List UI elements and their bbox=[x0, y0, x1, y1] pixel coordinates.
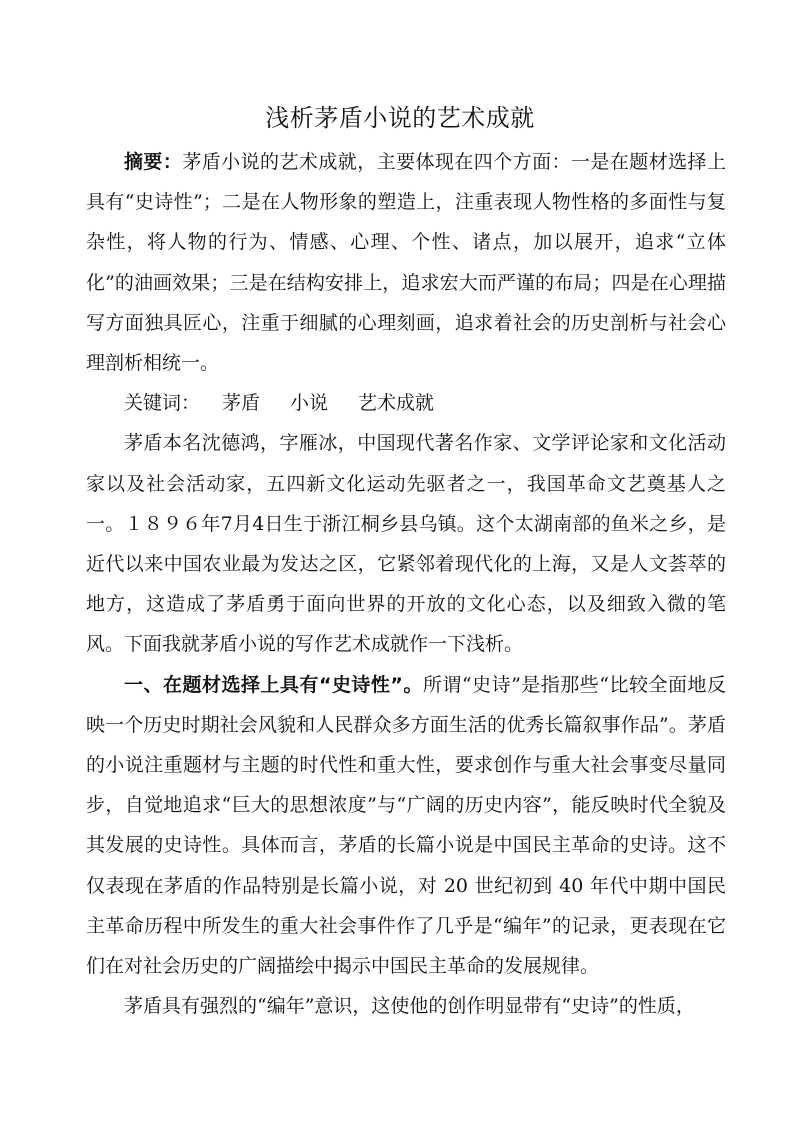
keywords-paragraph bbox=[86, 383, 726, 423]
keyword-item: 茅盾 bbox=[222, 392, 261, 415]
abstract-paragraph bbox=[86, 142, 726, 383]
keywords-label: 关键词： bbox=[124, 392, 201, 415]
document-body bbox=[86, 142, 726, 1026]
closing-paragraph: 茅盾具有强烈的“编年”意识，这使他的创作明显带有“史诗”的性质， bbox=[124, 995, 695, 1018]
section-1-heading: 一、在题材选择上具有“史诗性”。 bbox=[124, 673, 423, 696]
section-1-paragraph bbox=[86, 665, 726, 987]
abstract-text: 茅盾小说的艺术成就，主要体现在四个方面：一是在题材选择上具有“史诗性”；二是在人物形象的塑造上，注重表现人物性格的多面性与复杂性，将人物的行为、情感、心理、个性、诸点，加以展开，追求“立体化”的油画效果；三是在结构安排上，追求宏大而严谨的布局；四是在心理描写方面独具匠心，注重于细腻的心理刻画，追求着社会的历史剖析与社会心理剖析相统一。 bbox=[86, 151, 726, 375]
intro-paragraph: 茅盾本名沈德鸿，字雁冰，中国现代著名作家、文学评论家和文化活动家以及社会活动家，五四新文化运动先驱者之一，我国革命文艺奠基人之一。１８９６年7月4日生于浙江桐乡县乌镇。这个太湖南部的鱼米之乡，是近代以来中国农业最为发达之区，它紧邻着现代化的上海，又是人文荟萃的地方，这造成了茅盾勇于面向世界的开放的文化心态，以及细致入微的笔风。下面我就茅盾小说的写作艺术成就作一下浅析。 bbox=[86, 432, 726, 656]
keyword-item: 小说 bbox=[290, 392, 329, 415]
page-title: 浅析茅盾小说的艺术成就 bbox=[265, 104, 535, 132]
section-1-text: 所谓“史诗”是指那些“比较全面地反映一个历史时期社会风貌和人民群众多方面生活的优秀长篇叙事作品”。茅盾的小说注重题材与主题的时代性和重大性，要求创作与重大社会事变尽量同步，自觉地追求“巨大的思想浓度”与“广阔的历史内容”，能反映时代全貌及其发展的史诗性。具体而言，茅盾的长篇小说是中国民主革命的史诗。这不仅表现在茅盾的作品特别是长篇小说，对 20 世纪初到 40 年代中期中国民主革命历程中所发生的重大社会事件作了几乎是“编年”的记录，更表现在它们在对社会历史的广阔描绘中揭示中国民主革命的发展规律。 bbox=[86, 673, 726, 978]
abstract-label: 摘要： bbox=[124, 151, 183, 173]
keyword-item: 艺术成就 bbox=[358, 392, 435, 415]
